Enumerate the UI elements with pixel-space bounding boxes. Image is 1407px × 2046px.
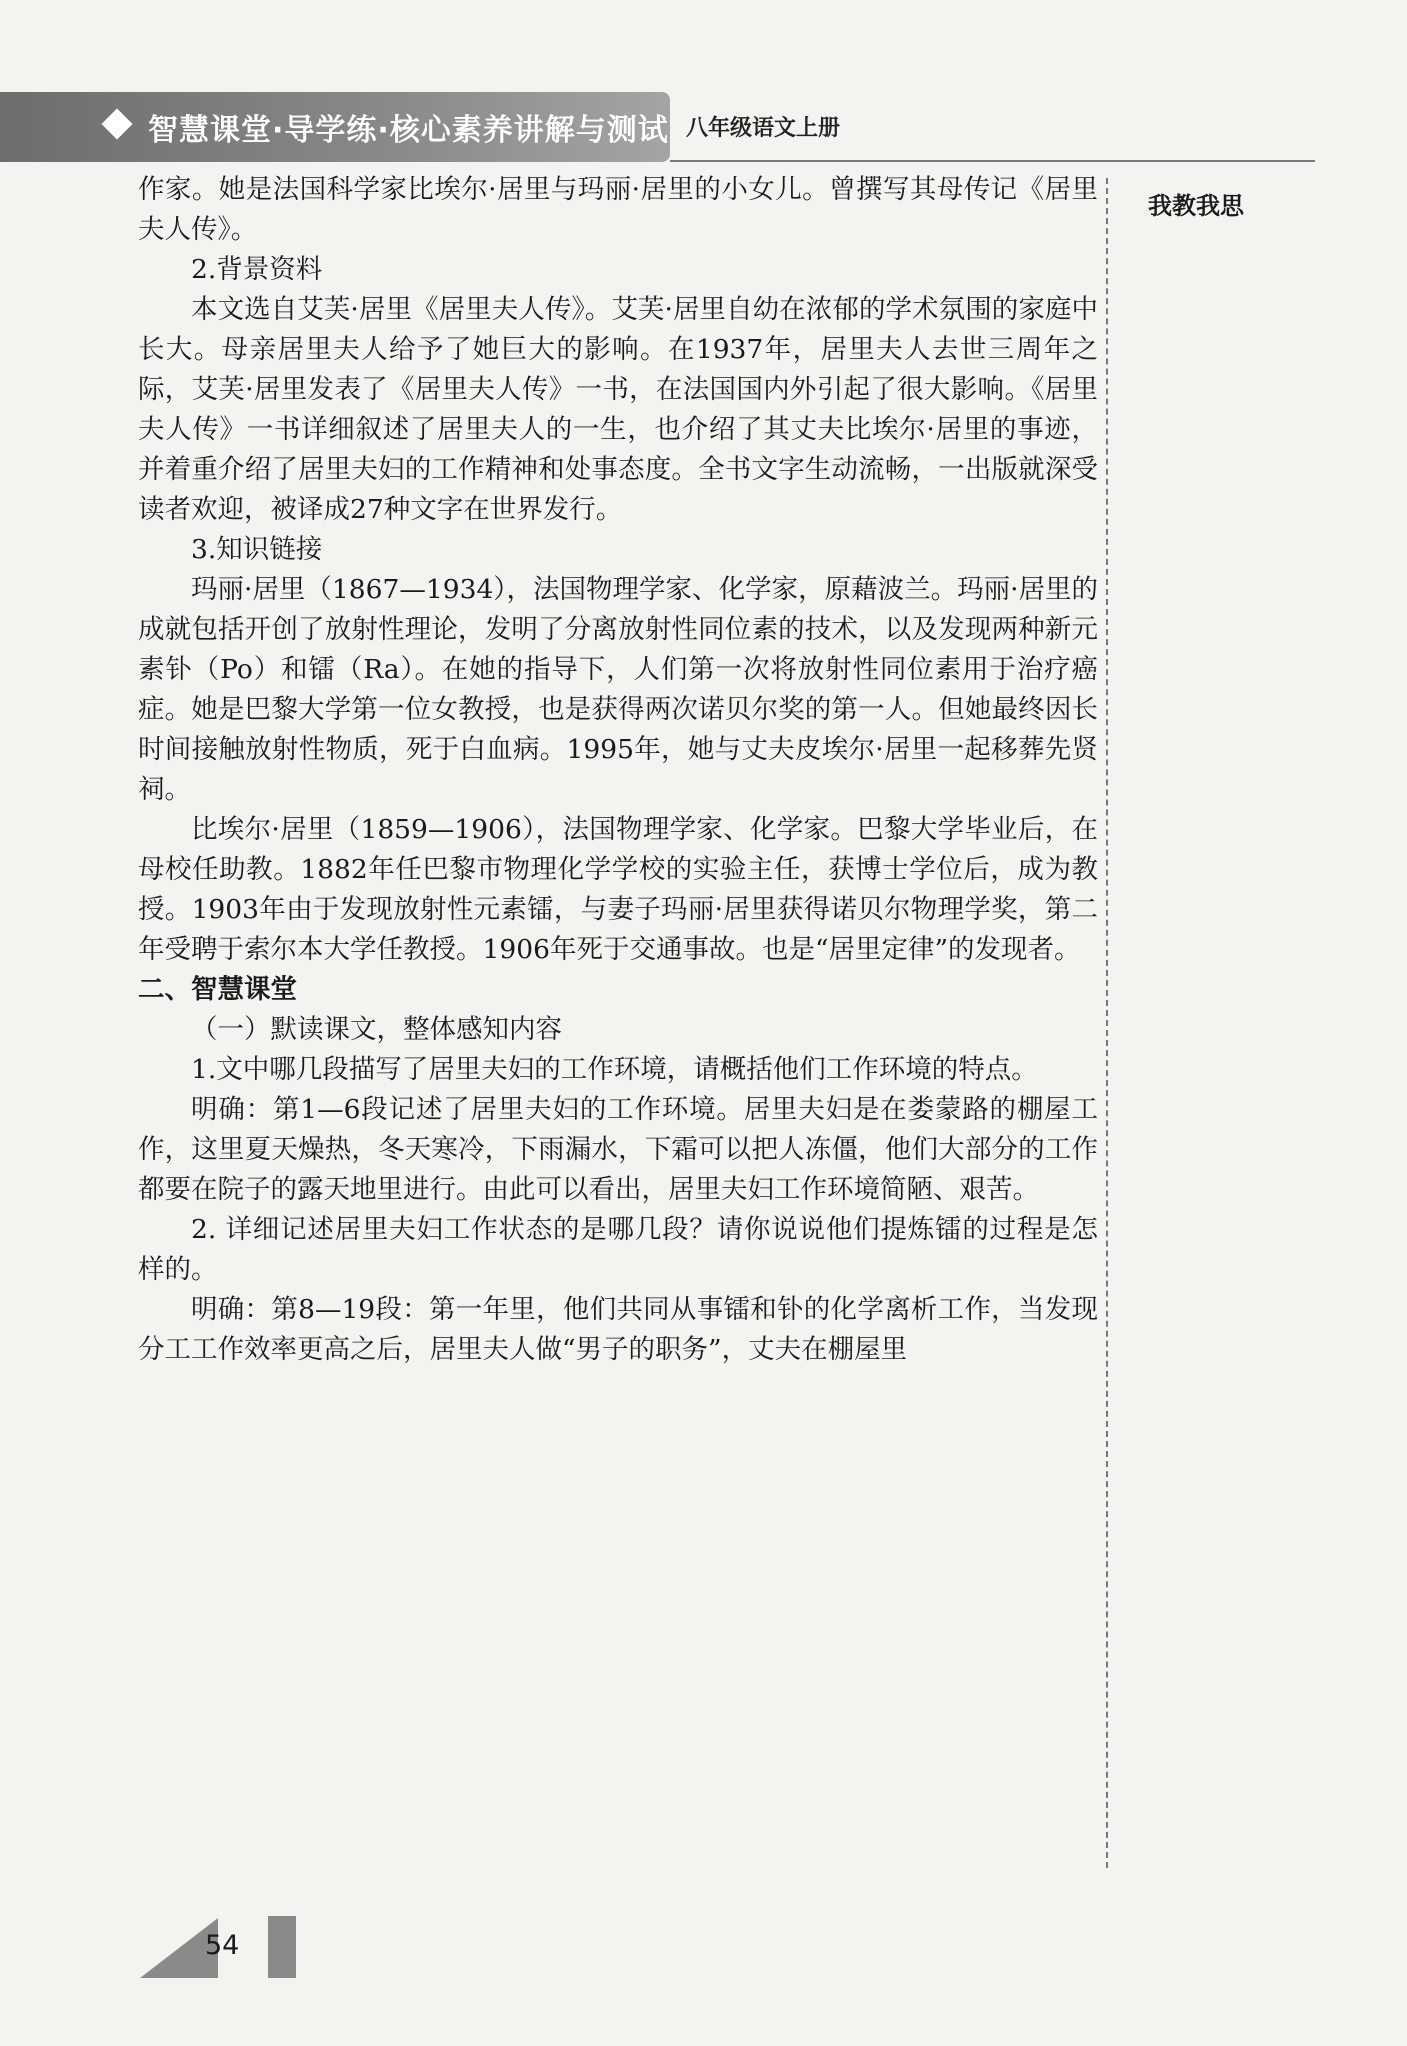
question-1: 1.文中哪几段描写了居里夫妇的工作环境，请概括他们工作环境的特点。 bbox=[191, 1054, 1038, 1085]
paragraph-author-tail: 作家。她是法国科学家比埃尔·居里与玛丽·居里的小女儿。曾撰写其母传记《居里夫人传》。 bbox=[138, 174, 1098, 245]
footer-bar bbox=[268, 1916, 296, 1978]
heading-background: 2.背景资料 bbox=[191, 254, 323, 285]
answer-1: 明确：第1—6段记述了居里夫妇的工作环境。居里夫妇是在娄蒙路的棚屋工作，这里夏天燥热，冬天寒冷，下雨漏水，下霜可以把人冻僵，他们大部分的工作都要在院子的露天地里进行。由此可以看出，居里夫妇工作环境简陋、艰苦。 bbox=[138, 1094, 1098, 1205]
margin-divider bbox=[1106, 178, 1108, 1868]
series-title: 智慧课堂·导学练·核心素养讲解与测试 bbox=[148, 113, 669, 148]
subsection-heading: （一）默读课文，整体感知内容 bbox=[191, 1014, 562, 1045]
answer-2: 明确：第8—19段：第一年里，他们共同从事镭和钋的化学离析工作，当发现分工工作效率更高之后，居里夫人做“男子的职务”，丈夫在棚屋里 bbox=[138, 1294, 1098, 1365]
paragraph-pierre-curie: 比埃尔·居里（1859—1906），法国物理学家、化学家。巴黎大学毕业后，在母校任助教。1882年任巴黎市物理化学学校的实验主任，获博士学位后，成为教授。1903年由于发现放射性元素镭，与妻子玛丽·居里获得诺贝尔物理学奖，第二年受聘于索尔本大学任教授。1906年死于交通事故。也是“居里定律”的发现者。 bbox=[138, 814, 1098, 965]
heading-knowledge-link: 3.知识链接 bbox=[191, 534, 323, 565]
main-text bbox=[138, 170, 1098, 1370]
question-2: 2. 详细记述居里夫妇工作状态的是哪几段？请你说说他们提炼镭的过程是怎样的。 bbox=[138, 1214, 1098, 1285]
book-title: 八年级语文上册 bbox=[686, 116, 841, 141]
margin-notes-label: 我教我思 bbox=[1148, 192, 1244, 220]
paragraph-marie-curie: 玛丽·居里（1867—1934），法国物理学家、化学家，原藉波兰。玛丽·居里的成就包括开创了放射性理论，发明了分离放射性同位素的技术，以及发现两种新元素钋（Po）和镭（Ra）。在她的指导下，人们第一次将放射性同位素用于治疗癌症。她是巴黎大学第一位女教授，也是获得两次诺贝尔奖的第一人。但她最终因长时间接触放射性物质，死于白血病。1995年，她与丈夫皮埃尔·居里一起移葬先贤祠。 bbox=[138, 574, 1098, 805]
section-heading: 二、智慧课堂 bbox=[138, 974, 297, 1005]
header-rule bbox=[670, 160, 1315, 162]
paragraph-background: 本文选自艾芙·居里《居里夫人传》。艾芙·居里自幼在浓郁的学术氛围的家庭中长大。母亲居里夫人给予了她巨大的影响。在1937年，居里夫人去世三周年之际，艾芙·居里发表了《居里夫人传》一书，在法国国内外引起了很大影响。《居里夫人传》一书详细叙述了居里夫人的一生，也介绍了其丈夫比埃尔·居里的事迹，并着重介绍了居里夫妇的工作精神和处事态度。全书文字生动流畅，一出版就深受读者欢迎，被译成27种文字在世界发行。 bbox=[138, 294, 1098, 525]
page-number: 54 bbox=[205, 1930, 240, 1961]
